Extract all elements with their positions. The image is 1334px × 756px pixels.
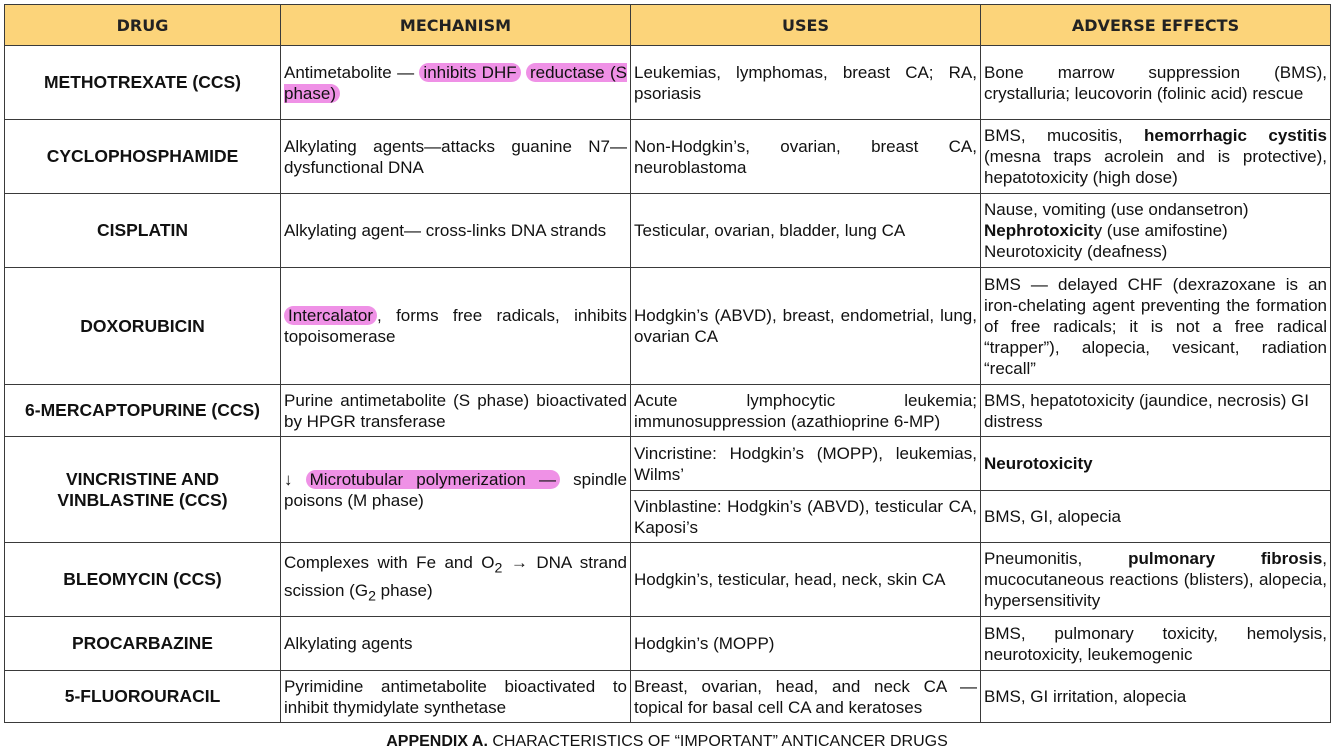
down-arrow-icon: ↓ (284, 469, 306, 489)
mechanism-cell (281, 543, 631, 617)
mechanism-cell: Alkylating agents—attacks guanine N7—dysfunctional DNA (281, 120, 631, 194)
row-5-fluorouracil (5, 671, 1331, 723)
mechanism-cell: Alkylating agent— cross-links DNA strands (281, 194, 631, 268)
subscript: 2 (494, 560, 503, 577)
adverse-text: Pneumonitis, (984, 549, 1129, 568)
mechanism-text: Complexes with Fe and O (284, 553, 495, 573)
header-drug: DRUG (5, 5, 281, 46)
row-vincristine (5, 437, 1331, 491)
adverse-text: y (use amifostine) (1093, 221, 1228, 240)
uses-cell: Non-Hodgkin’s, ovarian, breast CA, neuroblastoma (631, 120, 981, 194)
adverse-bold-text: pulmonary fibrosis (1128, 549, 1323, 568)
uses-cell: Hodgkin’s, testicular, head, neck, skin CA (631, 543, 981, 617)
subscript: 2 (368, 587, 376, 604)
uses-cell: Acute lymphocytic leukemia; immunosuppression (azathioprine 6-MP) (631, 385, 981, 437)
adverse-bold-text: hemorrhagic cystitis (1144, 126, 1327, 145)
uses-cell: Breast, ovarian, head, and neck CA — topical for basal cell CA and keratoses (631, 671, 981, 723)
drug-name: CYCLOPHOSPHAMIDE (5, 120, 281, 194)
mechanism-text: , forms free radicals, inhibits topoisomerase (284, 306, 627, 346)
uses-cell: Hodgkin’s (ABVD), breast, endometrial, lung, ovarian CA (631, 268, 981, 385)
drug-name (5, 437, 281, 543)
adverse-cell: Bone marrow suppression (BMS), crystalluria; leucovorin (folinic acid) rescue (981, 46, 1331, 120)
adverse-text: , mucocutaneous reactions (blisters), alopecia, hypersensitivity (984, 549, 1328, 610)
header-uses: USES (631, 5, 981, 46)
mechanism-cell: Pyrimidine antimetabolite bioactivated to inhibit thymidylate synthetase (281, 671, 631, 723)
drug-name: 6-MERCAPTOPURINE (CCS) (5, 385, 281, 437)
uses-cell: Leukemias, lymphomas, breast CA; RA, psoriasis (631, 46, 981, 120)
mechanism-text: phase) (375, 580, 433, 600)
drug-name: METHOTREXATE (CCS) (5, 46, 281, 120)
row-methotrexate (5, 46, 1331, 120)
header-adverse-effects: ADVERSE EFFECTS (981, 5, 1331, 46)
mechanism-cell: Purine antimetabolite (S phase) bioactivated by HPGR transferase (281, 385, 631, 437)
adverse-cell: BMS, hepatotoxicity (jaundice, necrosis) GI distress (981, 385, 1331, 437)
mechanism-text: Antimetabolite — (284, 62, 420, 82)
header-row (5, 5, 1331, 46)
uses-cell: Hodgkin’s (MOPP) (631, 617, 981, 671)
adverse-cell (981, 194, 1331, 268)
mechanism-text: → DNA strand scission (G (284, 553, 627, 600)
drug-name: BLEOMYCIN (CCS) (5, 543, 281, 617)
adverse-cell: BMS, GI, alopecia (981, 491, 1331, 543)
adverse-line: Neurotoxicity (deafness) (984, 242, 1168, 261)
adverse-text: BMS, mucositis, (984, 126, 1144, 145)
header-mechanism: MECHANISM (281, 5, 631, 46)
row-bleomycin (5, 543, 1331, 617)
highlighted-text: reductase (S phase) (284, 62, 627, 103)
adverse-cell: BMS, pulmonary toxicity, hemolysis, neurotoxicity, leukemogenic (981, 617, 1331, 671)
mechanism-cell: Alkylating agents (281, 617, 631, 671)
row-6-mercaptopurine (5, 385, 1331, 437)
drug-name-line: VINCRISTINE AND (66, 468, 219, 489)
row-cyclophosphamide (5, 120, 1331, 194)
drug-name: 5-FLUOROURACIL (5, 671, 281, 723)
uses-cell: Vinblastine: Hodgkin’s (ABVD), testicular CA, Kaposi’s (631, 491, 981, 543)
caption-label: APPENDIX A. (386, 733, 488, 750)
adverse-cell: Neurotoxicity (981, 437, 1331, 491)
adverse-cell (981, 120, 1331, 194)
uses-cell: Vincristine: Hodgkin’s (MOPP), leukemias, Wilms’ (631, 437, 981, 491)
drug-name: PROCARBAZINE (5, 617, 281, 671)
row-cisplatin (5, 194, 1331, 268)
drug-name: DOXORUBICIN (5, 268, 281, 385)
uses-cell: Testicular, ovarian, bladder, lung CA (631, 194, 981, 268)
mechanism-text: spindle poisons (M phase) (284, 469, 627, 510)
row-doxorubicin (5, 268, 1331, 385)
anticancer-drugs-table (4, 4, 1331, 723)
drug-name-line: VINBLASTINE (CCS) (57, 489, 228, 510)
caption-text: CHARACTERISTICS OF “IMPORTANT” ANTICANCER DRUGS (487, 733, 948, 750)
highlighted-text: Microtubular polymerization — (306, 470, 560, 489)
adverse-cell (981, 543, 1331, 617)
adverse-bold-text: Nephrotoxicit (984, 221, 1094, 240)
mechanism-cell (281, 46, 631, 120)
adverse-cell: BMS, GI irritation, alopecia (981, 671, 1331, 723)
highlighted-text: inhibits DHF (419, 63, 520, 82)
row-procarbazine (5, 617, 1331, 671)
adverse-text: (mesna traps acrolein and is protective), hepatotoxicity (high dose) (984, 147, 1327, 187)
drug-name: CISPLATIN (5, 194, 281, 268)
table-caption (0, 733, 1334, 751)
adverse-line: Nause, vomiting (use ondansetron) (984, 200, 1249, 219)
highlighted-text: Intercalator (284, 306, 377, 325)
adverse-cell: BMS — delayed CHF (dexrazoxane is an iron-chelating agent preventing the formation of free radicals; it is not a free radical “trapper”), alopecia, vesicant, radiation “recall” (981, 268, 1331, 385)
mechanism-cell (281, 437, 631, 543)
mechanism-cell (281, 268, 631, 385)
